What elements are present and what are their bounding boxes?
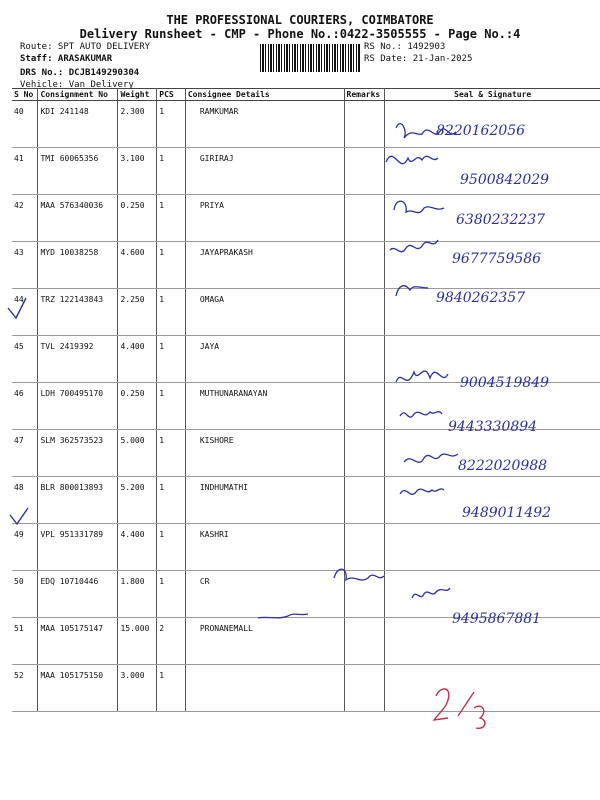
cell-pcs: 1 bbox=[157, 571, 186, 618]
cell-sno: 43 bbox=[12, 242, 38, 289]
table-row bbox=[12, 430, 600, 477]
cell-pcs: 1 bbox=[157, 336, 186, 383]
cell-signature bbox=[385, 242, 600, 289]
cell-pcs: 2 bbox=[157, 618, 186, 665]
cell-remarks bbox=[344, 242, 385, 289]
table-row bbox=[12, 524, 600, 571]
col-sno: S No bbox=[12, 89, 38, 101]
cell-remarks bbox=[344, 195, 385, 242]
col-weight: Weight bbox=[118, 89, 157, 101]
cell-remarks bbox=[344, 618, 385, 665]
vehicle: Vehicle: Van Delivery bbox=[20, 80, 134, 90]
drs-number: DRS No.: DCJB149290304 bbox=[20, 68, 140, 78]
cell-consignment: VPL 951331789 bbox=[38, 524, 118, 571]
cell-remarks bbox=[344, 148, 385, 195]
cell-consignment: TVL 2419392 bbox=[38, 336, 118, 383]
cell-consignee: GIRIRAJ bbox=[185, 148, 344, 195]
cell-consignee: PRONANEMALL bbox=[185, 618, 344, 665]
cell-remarks bbox=[344, 336, 385, 383]
table-row bbox=[12, 242, 600, 289]
cell-consignment: SLM 362573523 bbox=[38, 430, 118, 477]
cell-signature bbox=[385, 477, 600, 524]
runsheet-subtitle: Delivery Runsheet - CMP - Phone No.:0422-3505555 - Page No.:4 bbox=[79, 27, 521, 41]
col-consignment: Consignment No bbox=[38, 89, 118, 101]
table-row bbox=[12, 618, 600, 665]
cell-weight: 1.800 bbox=[118, 571, 157, 618]
meta-right bbox=[364, 41, 472, 65]
cell-consignee: PRIYA bbox=[185, 195, 344, 242]
cell-weight: 2.250 bbox=[118, 289, 157, 336]
cell-sno: 50 bbox=[12, 571, 38, 618]
cell-sno: 42 bbox=[12, 195, 38, 242]
cell-pcs: 1 bbox=[157, 242, 186, 289]
cell-remarks bbox=[344, 477, 385, 524]
handwritten-phone: 9004519849 bbox=[460, 375, 550, 391]
cell-consignment: MYD 10038258 bbox=[38, 242, 118, 289]
company-title: THE PROFESSIONAL COURIERS, COIMBATORE bbox=[166, 13, 434, 27]
cell-consignment: EDQ 10710446 bbox=[38, 571, 118, 618]
cell-consignee: CR bbox=[185, 571, 344, 618]
cell-signature bbox=[385, 571, 600, 618]
cell-consignee: MUTHUNARANAYAN bbox=[185, 383, 344, 430]
cell-consignee bbox=[185, 665, 344, 712]
cell-consignee: KISHORE bbox=[185, 430, 344, 477]
cell-weight: 5.200 bbox=[118, 477, 157, 524]
cell-weight: 0.250 bbox=[118, 195, 157, 242]
handwritten-phone: 8222020988 bbox=[458, 458, 548, 474]
cell-pcs: 1 bbox=[157, 477, 186, 524]
cell-consignment: MAA 105175150 bbox=[38, 665, 118, 712]
cell-remarks bbox=[344, 289, 385, 336]
runsheet-table bbox=[12, 88, 600, 712]
col-pcs: PCS bbox=[157, 89, 186, 101]
meta-left bbox=[20, 41, 150, 91]
cell-weight: 3.000 bbox=[118, 665, 157, 712]
cell-remarks bbox=[344, 383, 385, 430]
cell-sno: 45 bbox=[12, 336, 38, 383]
cell-weight: 0.250 bbox=[118, 383, 157, 430]
col-remarks: Remarks bbox=[344, 89, 385, 101]
cell-remarks bbox=[344, 571, 385, 618]
table-row bbox=[12, 148, 600, 195]
cell-consignee: OMAGA bbox=[185, 289, 344, 336]
cell-weight: 5.000 bbox=[118, 430, 157, 477]
cell-signature bbox=[385, 665, 600, 712]
cell-pcs: 1 bbox=[157, 665, 186, 712]
cell-remarks bbox=[344, 430, 385, 477]
cell-consignment: MAA 105175147 bbox=[38, 618, 118, 665]
table-row bbox=[12, 101, 600, 148]
cell-consignment: MAA 576340036 bbox=[38, 195, 118, 242]
table-row bbox=[12, 383, 600, 430]
barcode bbox=[260, 44, 360, 72]
cell-consignment: LDH 700495170 bbox=[38, 383, 118, 430]
cell-sno: 47 bbox=[12, 430, 38, 477]
cell-consignee: JAYAPRAKASH bbox=[185, 242, 344, 289]
cell-consignee: RAMKUMAR bbox=[185, 101, 344, 148]
cell-sno: 48 bbox=[12, 477, 38, 524]
cell-sno: 44 bbox=[12, 289, 38, 336]
table-row bbox=[12, 477, 600, 524]
cell-pcs: 1 bbox=[157, 289, 186, 336]
table-row bbox=[12, 665, 600, 712]
cell-pcs: 1 bbox=[157, 430, 186, 477]
cell-consignee: JAYA bbox=[185, 336, 344, 383]
handwritten-phone: 9677759586 bbox=[452, 251, 542, 267]
handwritten-phone: 9500842029 bbox=[460, 172, 550, 188]
rs-date: RS Date: 21-Jan-2025 bbox=[364, 54, 473, 64]
cell-pcs: 1 bbox=[157, 524, 186, 571]
cell-remarks bbox=[344, 524, 385, 571]
cell-weight: 4.400 bbox=[118, 336, 157, 383]
handwritten-phone: 6380232237 bbox=[456, 212, 546, 228]
cell-weight: 15.000 bbox=[118, 618, 157, 665]
route: Route: SPT AUTO DELIVERY bbox=[20, 42, 151, 52]
table-row bbox=[12, 336, 600, 383]
cell-consignment: BLR 800013893 bbox=[38, 477, 118, 524]
cell-signature bbox=[385, 618, 600, 665]
cell-consignment: TMI 60065356 bbox=[38, 148, 118, 195]
cell-consignment: KDI 241148 bbox=[38, 101, 118, 148]
cell-weight: 2.300 bbox=[118, 101, 157, 148]
handwritten-phone: 9443330894 bbox=[448, 419, 538, 435]
cell-signature bbox=[385, 383, 600, 430]
cell-sno: 46 bbox=[12, 383, 38, 430]
cell-consignment: TRZ 122143843 bbox=[38, 289, 118, 336]
cell-signature bbox=[385, 101, 600, 148]
cell-consignee: INDHUMATHI bbox=[185, 477, 344, 524]
cell-signature bbox=[385, 336, 600, 383]
col-signature: Seal & Signature bbox=[385, 89, 600, 101]
cell-pcs: 1 bbox=[157, 101, 186, 148]
cell-sno: 49 bbox=[12, 524, 38, 571]
cell-weight: 4.400 bbox=[118, 524, 157, 571]
cell-signature bbox=[385, 430, 600, 477]
cell-weight: 3.100 bbox=[118, 148, 157, 195]
cell-weight: 4.600 bbox=[118, 242, 157, 289]
table-row bbox=[12, 289, 600, 336]
cell-pcs: 1 bbox=[157, 195, 186, 242]
cell-signature bbox=[385, 524, 600, 571]
table-header-row bbox=[12, 89, 600, 101]
cell-signature bbox=[385, 148, 600, 195]
cell-sno: 40 bbox=[12, 101, 38, 148]
cell-remarks bbox=[344, 101, 385, 148]
handwritten-phone: 8220162056 bbox=[436, 123, 526, 139]
cell-pcs: 1 bbox=[157, 383, 186, 430]
handwritten-phone: 9495867881 bbox=[452, 611, 542, 627]
staff: Staff: ARASAKUMAR bbox=[20, 54, 113, 64]
cell-pcs: 1 bbox=[157, 148, 186, 195]
col-consignee: Consignee Details bbox=[185, 89, 344, 101]
table-row bbox=[12, 571, 600, 618]
cell-remarks bbox=[344, 665, 385, 712]
cell-signature bbox=[385, 195, 600, 242]
cell-sno: 52 bbox=[12, 665, 38, 712]
cell-signature bbox=[385, 289, 600, 336]
table-row bbox=[12, 195, 600, 242]
handwritten-phone: 9489011492 bbox=[462, 505, 552, 521]
handwritten-phone: 9840262357 bbox=[436, 290, 526, 306]
cell-sno: 51 bbox=[12, 618, 38, 665]
rs-number: RS No.: 1492903 bbox=[364, 42, 446, 52]
cell-consignee: KASHRI bbox=[185, 524, 344, 571]
cell-sno: 41 bbox=[12, 148, 38, 195]
